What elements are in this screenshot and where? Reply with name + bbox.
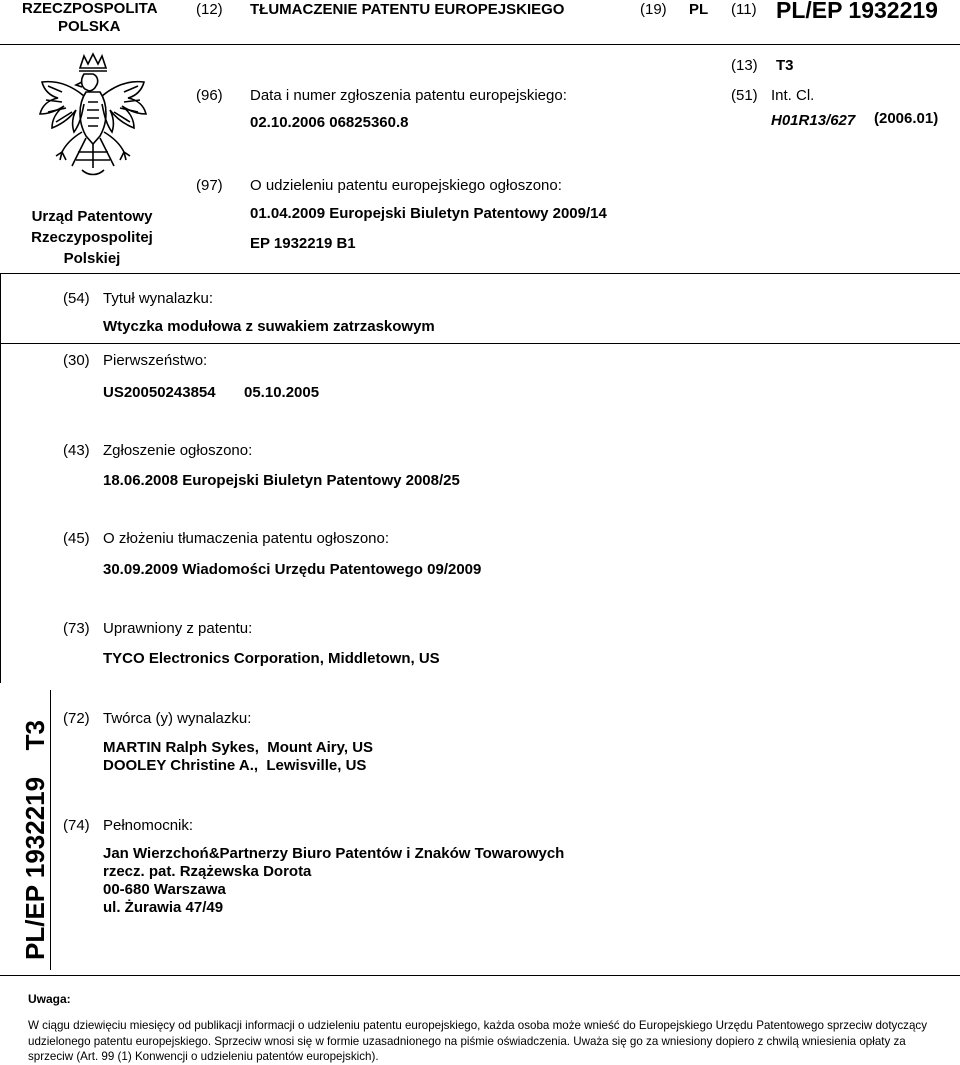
title-divider bbox=[0, 343, 960, 344]
inid-code-43: (43) bbox=[63, 442, 90, 459]
proprietor-label: Uprawniony z patentu: bbox=[103, 620, 253, 637]
office-line1: Urząd Patentowy bbox=[31, 208, 153, 225]
inid-code-74: (74) bbox=[63, 817, 90, 834]
document-type: TŁUMACZENIE PATENTU EUROPEJSKIEGO bbox=[250, 1, 565, 18]
country-line1: RZECZPOSPOLITA bbox=[22, 0, 158, 17]
inventors-label: Twórca (y) wynalazku: bbox=[103, 710, 252, 727]
inid-code-11: (11) bbox=[731, 1, 757, 18]
side-band-number: PL/EP 1932219 bbox=[19, 776, 50, 960]
country-line2: POLSKA bbox=[58, 18, 121, 35]
attorney-line: Jan Wierzchoń&Partnerzy Biuro Patentów i Znaków Towarowych bbox=[103, 845, 565, 862]
side-band-kind: T3 bbox=[19, 720, 50, 751]
attorney-line: rzecz. pat. Rzążewska Dorota bbox=[103, 863, 312, 880]
inid-code-51: (51) bbox=[731, 87, 758, 104]
office-name bbox=[30, 206, 154, 269]
inid-code-73: (73) bbox=[63, 620, 90, 637]
notice-text: W ciągu dziewięciu miesięcy od publikacji informacji o udzieleniu patentu europejskiego, każda osoba może wnieść do Europejskiego Urzędu Patentowego sprzeciw dotyczący udzielonego patentu europejskiego. Sprzeciw wnosi się w formie uzasadnionego na piśmie oświadczenia. Uważa się go za wniesiony dopiero z chwilą wniesienia opłaty za sprzeciw (Art. 99 (1) Konwencji o udzieleniu patentów europejskich). bbox=[28, 1019, 927, 1063]
title-label: Tytuł wynalazku: bbox=[103, 290, 214, 307]
inid-code-97: (97) bbox=[196, 177, 223, 194]
left-rule bbox=[0, 273, 1, 683]
inid-code-72: (72) bbox=[63, 710, 90, 727]
classification-value: H01R13/627 bbox=[771, 112, 856, 129]
notice-heading: Uwaga: bbox=[28, 992, 71, 1006]
ep-number: EP 1932219 B1 bbox=[250, 235, 356, 252]
inid-code-96: (96) bbox=[196, 87, 223, 104]
country-code: PL bbox=[689, 1, 709, 18]
inid-code-45: (45) bbox=[63, 530, 90, 547]
inventor-name: MARTIN Ralph Sykes, Mount Airy, US bbox=[103, 739, 374, 756]
office-line2: Rzeczypospolitej bbox=[31, 229, 153, 246]
priority-date: 05.10.2005 bbox=[244, 384, 320, 401]
attorney-label: Pełnomocnik: bbox=[103, 817, 194, 834]
attorney-line: 00-680 Warszawa bbox=[103, 881, 226, 898]
application-pub-label: Zgłoszenie ogłoszono: bbox=[103, 442, 253, 459]
header-divider bbox=[0, 44, 960, 45]
attorney-line: ul. Żurawia 47/49 bbox=[103, 899, 224, 916]
inid-code-54: (54) bbox=[63, 290, 90, 307]
footer-divider bbox=[0, 975, 960, 976]
side-band-rule bbox=[50, 690, 51, 970]
inid-code-12: (12) bbox=[196, 1, 223, 18]
invention-title: Wtyczka modułowa z suwakiem zatrzaskowym bbox=[103, 318, 435, 335]
filing-label: Data i numer zgłoszenia patentu europejskiego: bbox=[250, 87, 567, 104]
filing-value: 02.10.2006 06825360.8 bbox=[250, 114, 409, 131]
classification-version: (2006.01) bbox=[874, 110, 939, 127]
inid-code-30: (30) bbox=[63, 352, 90, 369]
translation-pub-label: O złożeniu tłumaczenia patentu ogłoszono: bbox=[103, 530, 390, 547]
inventor-name: DOOLEY Christine A., Lewisville, US bbox=[103, 757, 367, 774]
inid-code-13: (13) bbox=[731, 57, 758, 74]
priority-number: US20050243854 bbox=[103, 384, 216, 401]
inid-code-19: (19) bbox=[640, 1, 667, 18]
kind-code: T3 bbox=[776, 57, 794, 74]
application-pub-value: 18.06.2008 Europejski Biuletyn Patentowy 2008/25 bbox=[103, 472, 460, 489]
translation-pub-value: 30.09.2009 Wiadomości Urzędu Patentowego 09/2009 bbox=[103, 561, 482, 578]
side-band bbox=[20, 720, 50, 960]
grant-value: 01.04.2009 Europejski Biuletyn Patentowy 2009/14 bbox=[250, 205, 607, 222]
office-line3: Polskiej bbox=[63, 250, 121, 267]
eagle-emblem-icon bbox=[32, 52, 154, 180]
header-bottom-divider bbox=[0, 273, 960, 274]
grant-label: O udzieleniu patentu europejskiego ogłoszono: bbox=[250, 177, 562, 194]
proprietor-value: TYCO Electronics Corporation, Middletown, US bbox=[103, 650, 440, 667]
priority-label: Pierwszeństwo: bbox=[103, 352, 208, 369]
publication-number: PL/EP 1932219 bbox=[776, 0, 938, 23]
classification-label: Int. Cl. bbox=[771, 87, 815, 104]
